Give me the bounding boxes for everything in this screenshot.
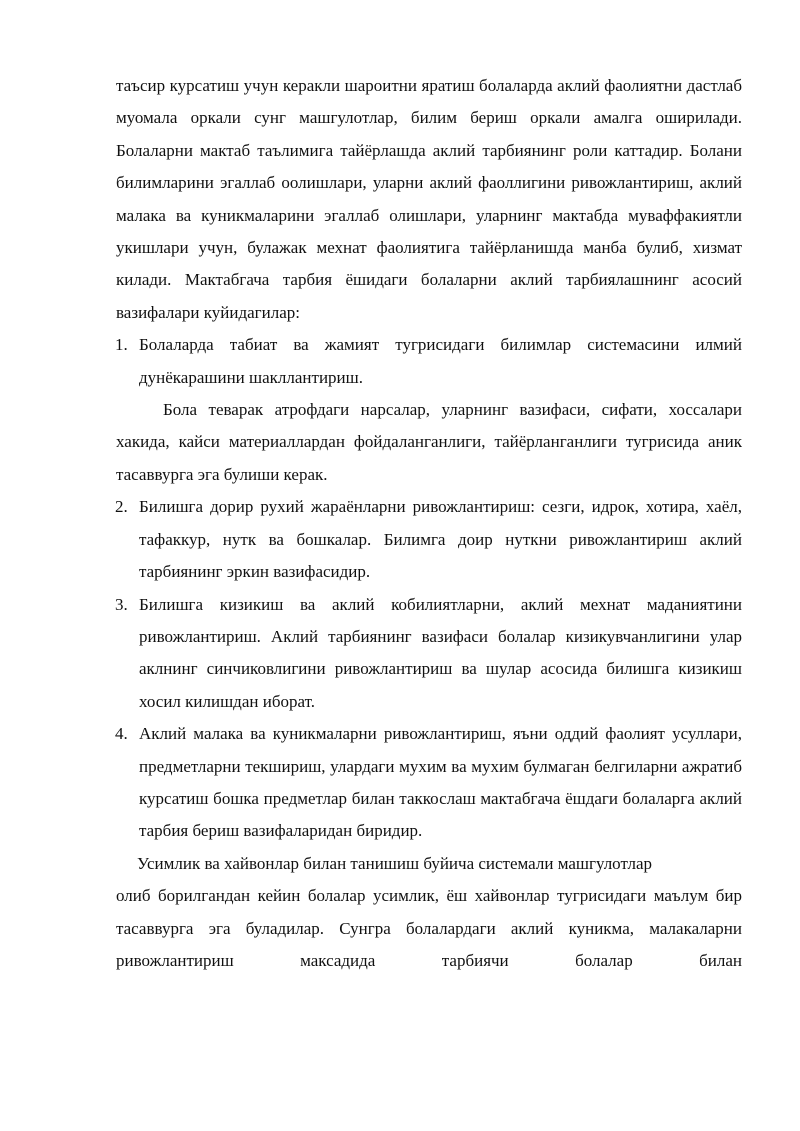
paragraph-closing: олиб борилгандан кейин болалар усимлик, ёш хайвонлар тугрисидаги маълум бир тасаввурга эга буладилар. Сунгра болалардаги аклий куникма, малакаларни ривожлантириш максадида тарбиячи болалар билан bbox=[116, 886, 742, 970]
list-item-number: 3. bbox=[115, 594, 128, 614]
tasks-list-continued bbox=[116, 491, 742, 847]
tasks-list bbox=[116, 329, 742, 394]
list-item-text: Аклий малака ва куникмаларни ривожлантириш, яъни оддий фаолият усуллари, предметларни текшириш, улардаги мухим ва мухим булмаган белгиларни ажратиб курсатиш бошка предметлар билан таккослаш мактабгача ёшдаги болаларга аклий тарбия бериш вазифаларидан биридир. bbox=[139, 724, 742, 841]
paragraph-closing-first-line: Усимлик ва хайвонлар билан танишиш буйича системали машгулотлар bbox=[137, 853, 652, 873]
document-body bbox=[116, 70, 742, 977]
list-item-text: Билишга дорир рухий жараёнларни ривожлантириш: сезги, идрок, хотира, хаёл, тафаккур, нутк ва бошкалар. Билимга доир нуткни ривожлантириш аклий тарбиянинг эркин вазифасидир. bbox=[139, 497, 742, 582]
list-item bbox=[116, 491, 742, 588]
list-item-number: 2. bbox=[115, 497, 128, 517]
list-item-number: 4. bbox=[115, 724, 128, 744]
paragraph-sub: Бола теварак атрофдаги нарсалар, уларнинг вазифаси, сифати, хоссалари хакида, кайси материаллардан фойдаланганлиги, тайёрланганлиги тугрисида аник тасаввурга эга булиши керак. bbox=[116, 400, 742, 484]
list-item-number: 1. bbox=[115, 335, 128, 355]
list-item-text: Билишга кизикиш ва аклий кобилиятларни, аклий мехнат маданиятини ривожлантириш. Аклий тарбиянинг вазифаси болалар кизикувчанлигини улар аклнинг синчиковлигини ривожлантириш ва шулар асосида билишга кизикиш хосил килишдан иборат. bbox=[139, 594, 742, 711]
list-item bbox=[116, 718, 742, 848]
paragraph-intro: таъсир курсатиш учун керакли шароитни яратиш болаларда аклий фаолиятни дастлаб муомала оркали сунг машгулотлар, билим бериш оркали амалга оширилади. Болаларни мактаб таълимига тайёрлашда аклий тарбиянинг роли каттадир. Болани билимларини эгаллаб оолишлари, уларни аклий фаоллигини ривожлантириш, аклий малака ва куникмаларини эгаллаб олишлари, уларнинг мактабда муваффакиятли укишлари учун, булажак мехнат фаолиятига тайёрланишда манба булиб, хизмат килади. Мактабгача тарбия ёшидаги болаларни аклий тарбиялашнинг асосий вазифалари куйидагилар: bbox=[116, 76, 742, 322]
list-item-text: Болаларда табиат ва жамият тугрисидаги билимлар системасини илмий дунёкарашини шакллантириш. bbox=[139, 335, 742, 387]
list-item bbox=[116, 329, 742, 394]
list-item bbox=[116, 589, 742, 719]
